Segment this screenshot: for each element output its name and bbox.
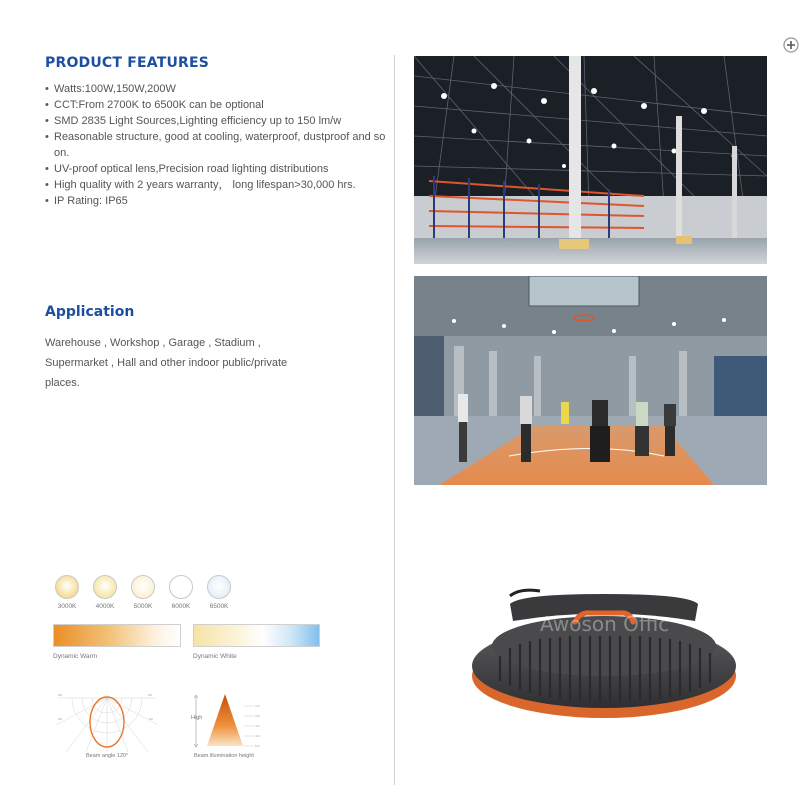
svg-text:90: 90: [148, 693, 152, 697]
svg-text:3m: 3m: [255, 724, 260, 728]
dynamic-warm-label: Dynamic Warm: [53, 653, 98, 660]
beam-angle-diagram: [56, 690, 158, 752]
cct-label: 4000K: [95, 603, 115, 610]
svg-text:2m: 2m: [255, 714, 260, 718]
product-features-heading: PRODUCT FEATURES: [45, 55, 210, 71]
features-list: [45, 81, 390, 209]
feature-item: • UV-proof optical lens,Precision road lighting distributions: [45, 161, 390, 177]
illumination-height-diagram: [190, 692, 270, 750]
dynamic-warm-bar: [53, 624, 181, 647]
watermark-text: Awoson Offic: [540, 612, 670, 636]
feature-item: • High quality with 2 years warranty， long lifespan>30,000 hrs.: [45, 177, 390, 193]
cct-swatch-5000k: [131, 575, 155, 599]
warehouse-photo: [414, 56, 767, 264]
zoom-in-icon[interactable]: [782, 36, 800, 54]
cct-swatch-6000k: [169, 575, 193, 599]
feature-item: • Watts:100W,150W,200W: [45, 81, 390, 97]
application-heading: Application: [45, 304, 135, 320]
dynamic-white-bar: [193, 624, 320, 647]
svg-text:60: 60: [58, 717, 62, 721]
svg-text:60: 60: [149, 717, 153, 721]
beam-angle-label: Beam angle 120°: [86, 753, 129, 759]
dynamic-white-label: Dynamic White: [193, 653, 237, 660]
svg-text:1m: 1m: [255, 704, 260, 708]
illumination-label: Beam illumination height: [194, 753, 254, 759]
feature-item: • CCT:From 2700K to 6500K can be optional: [45, 97, 390, 113]
column-divider: [394, 55, 395, 785]
cct-label: 5000K: [133, 603, 153, 610]
cct-label: 6500K: [209, 603, 229, 610]
cct-label: 3000K: [57, 603, 77, 610]
svg-text:90: 90: [58, 693, 62, 697]
cct-swatch-3000k: [55, 575, 79, 599]
cct-swatch-6500k: [207, 575, 231, 599]
cct-label: 6000K: [171, 603, 191, 610]
cct-swatch-4000k: [93, 575, 117, 599]
height-label: High: [191, 715, 203, 721]
feature-item: • IP Rating: IP65: [45, 193, 390, 209]
feature-item: • SMD 2835 Light Sources,Lighting efficiency up to 150 lm/w: [45, 113, 390, 129]
svg-text:4m: 4m: [255, 734, 260, 738]
feature-item: • Reasonable structure, good at cooling, waterproof, dustproof and so on.: [45, 129, 390, 161]
svg-text:5m: 5m: [255, 744, 260, 748]
stadium-photo: [414, 276, 767, 485]
ufo-highbay-lamp-image: [470, 586, 738, 726]
application-text: Warehouse , Workshop , Garage , Stadium , Supermarket , Hall and other indoor public/private places.: [45, 337, 288, 389]
